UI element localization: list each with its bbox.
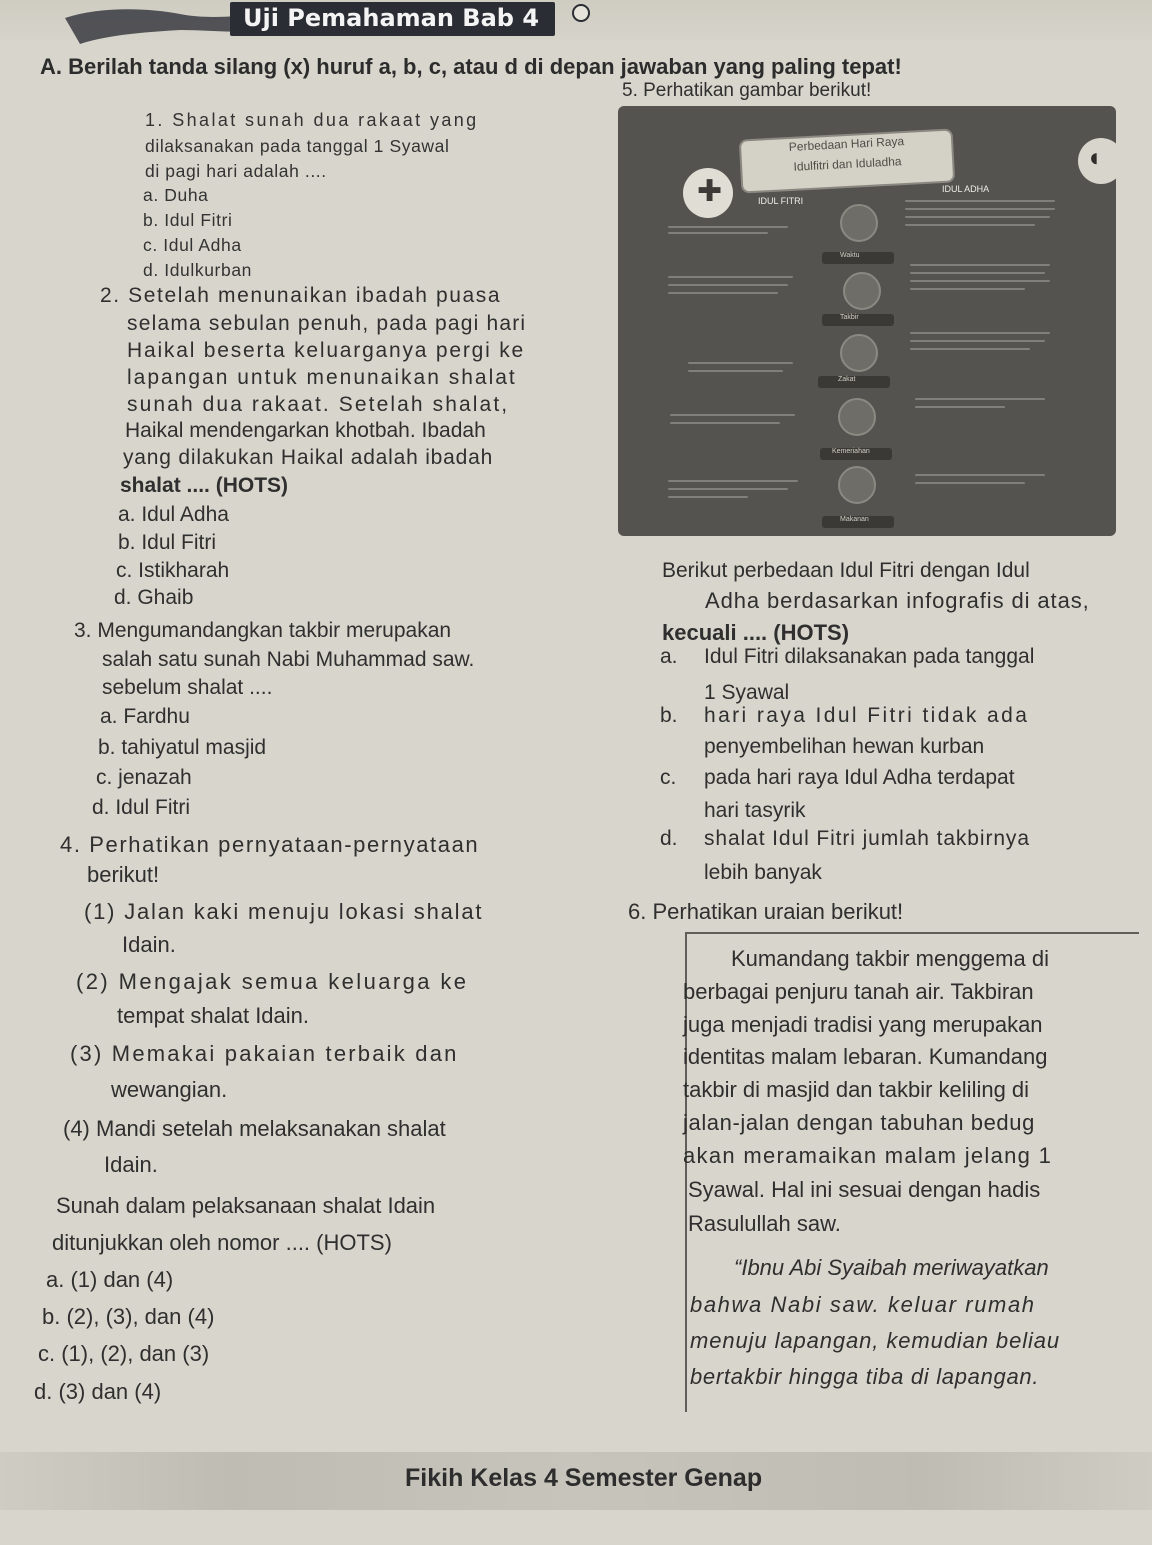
question-text: sebelum shalat ....	[102, 676, 273, 699]
question-text: 2. Setelah menunaikan ibadah puasa	[100, 284, 502, 307]
question-text: selama sebulan penuh, pada pagi hari	[127, 312, 527, 335]
answer-option[interactable]: a. Idul Adha	[118, 503, 229, 526]
infographic-text	[915, 482, 1025, 484]
statement-item: (3) Memakai pakaian terbaik dan	[70, 1041, 459, 1066]
infographic-text	[915, 398, 1045, 400]
option-text: penyembelihan hewan kurban	[704, 735, 985, 758]
infographic-text	[910, 332, 1050, 334]
infographic-text	[670, 422, 780, 424]
hadith-line: “Ibnu Abi Syaibah meriwayatkan	[734, 1255, 1049, 1280]
option-text: hari tasyrik	[704, 799, 806, 822]
statement-item: (1) Jalan kaki menuju lokasi shalat	[84, 899, 484, 924]
infographic-text	[915, 406, 1005, 408]
infographic-text	[905, 208, 1055, 210]
answer-option[interactable]: c. jenazah	[96, 766, 192, 789]
infographic-icon	[840, 334, 878, 372]
question-text: shalat .... (HOTS)	[120, 474, 289, 497]
passage-line: jalan-jalan dengan tabuhan bedug	[683, 1110, 1035, 1135]
question-text: 6. Perhatikan uraian berikut!	[628, 899, 904, 924]
option-text: shalat Idul Fitri jumlah takbirnya	[704, 827, 1030, 850]
infographic-icon	[838, 466, 876, 504]
question-text: 1. Shalat sunah dua rakaat yang	[145, 110, 479, 130]
question-text: Berikut perbedaan Idul Fitri dengan Idul	[662, 559, 1030, 582]
answer-option[interactable]: d. Ghaib	[114, 586, 194, 609]
question-text: sunah dua rakaat. Setelah shalat,	[127, 393, 510, 416]
option-text: Idul Fitri dilaksanakan pada tanggal	[704, 645, 1035, 668]
passage-line: takbir di masjid dan takbir keliling di	[683, 1077, 1030, 1102]
question-text: yang dilakukan Haikal adalah ibadah	[123, 446, 494, 469]
option-letter: c.	[660, 766, 677, 789]
question-text: Sunah dalam pelaksanaan shalat Idain	[56, 1193, 436, 1218]
option-letter: d.	[660, 827, 678, 850]
question-text: 4. Perhatikan pernyataan-pernyataan	[60, 832, 480, 857]
infographic-tag-label: Makanan	[840, 516, 869, 523]
option-text: lebih banyak	[704, 861, 822, 884]
statement-item: wewangian.	[111, 1077, 228, 1102]
option-letter: b.	[660, 704, 678, 727]
option-text: pada hari raya Idul Adha terdapat	[704, 766, 1015, 789]
plus-icon: ✚	[697, 175, 723, 208]
question-text: Haikal beserta keluarganya pergi ke	[127, 339, 526, 362]
answer-option[interactable]: a. (1) dan (4)	[46, 1267, 174, 1292]
infographic-text	[915, 474, 1045, 476]
infographic-text	[668, 292, 778, 294]
answer-option[interactable]: b. tahiyatul masjid	[98, 736, 267, 759]
infographic-text	[688, 362, 793, 364]
question-text: lapangan untuk menunaikan shalat	[127, 366, 517, 389]
passage-line: Kumandang takbir menggema di	[731, 946, 1049, 971]
infographic-text	[668, 480, 798, 482]
hadith-line: bahwa Nabi saw. keluar rumah	[690, 1292, 1036, 1317]
passage-line: Rasulullah saw.	[688, 1211, 841, 1236]
answer-option[interactable]: c. (1), (2), dan (3)	[38, 1341, 210, 1366]
footer-title: Fikih Kelas 4 Semester Genap	[405, 1464, 763, 1492]
statement-item: (4) Mandi setelah melaksanakan shalat	[63, 1116, 446, 1141]
infographic-title-line: Perbedaan Hari Raya	[788, 134, 905, 155]
statement-item: tempat shalat Idain.	[117, 1003, 310, 1028]
page-title: Uji Pemahaman Bab 4	[243, 4, 540, 32]
passage-line: akan meramaikan malam jelang 1	[683, 1143, 1053, 1168]
answer-option[interactable]: d. Idul Fitri	[92, 796, 191, 819]
infographic-text	[905, 200, 1055, 202]
column-label: IDUL FITRI	[758, 196, 804, 206]
answer-option[interactable]: d. (3) dan (4)	[34, 1379, 162, 1404]
question-text: 5. Perhatikan gambar berikut!	[622, 80, 872, 101]
answer-option[interactable]: b. Idul Fitri	[118, 531, 217, 554]
hadith-line: bertakbir hingga tiba di lapangan.	[690, 1364, 1040, 1389]
statement-item: (2) Mengajak semua keluarga ke	[76, 969, 469, 994]
question-text: berikut!	[87, 862, 160, 887]
infographic-text	[910, 280, 1050, 282]
infographic-text	[688, 370, 783, 372]
question-text: salah satu sunah Nabi Muhammad saw.	[102, 648, 475, 671]
answer-option[interactable]: a. Duha	[143, 185, 209, 205]
passage-line: identitas malam lebaran. Kumandang	[683, 1044, 1048, 1069]
question-text: Adha berdasarkan infografis di atas,	[705, 588, 1090, 613]
section-instruction: A. Berilah tanda silang (x) huruf a, b, c, atau d di depan jawaban yang paling tepat!	[40, 54, 902, 79]
infographic-text	[668, 276, 793, 278]
answer-option[interactable]: c. Istikharah	[116, 559, 230, 582]
infographic-text	[910, 340, 1045, 342]
statement-item: Idain.	[122, 932, 176, 957]
infographic-icon	[840, 204, 878, 242]
infographic-text	[670, 414, 795, 416]
infographic-tag-label: Zakat	[838, 376, 856, 383]
answer-option[interactable]: b. Idul Fitri	[143, 210, 233, 230]
answer-option[interactable]: b. (2), (3), dan (4)	[42, 1304, 215, 1329]
infographic-text	[668, 226, 788, 228]
option-text: hari raya Idul Fitri tidak ada	[704, 704, 1030, 727]
question-text: ditunjukkan oleh nomor .... (HOTS)	[52, 1230, 392, 1255]
infographic-title-line: Idulfitri dan Iduladha	[793, 154, 902, 174]
infographic-text	[668, 496, 748, 498]
infographic-icon	[838, 398, 876, 436]
infographic-text	[910, 272, 1045, 274]
header-circle-decoration	[572, 4, 590, 22]
answer-option[interactable]: a. Fardhu	[100, 705, 190, 728]
option-letter: a.	[660, 645, 678, 668]
column-label: IDUL ADHA	[942, 184, 990, 194]
question-text: 3. Mengumandangkan takbir merupakan	[74, 619, 452, 642]
infographic-text	[905, 224, 1035, 226]
infographic-tag-label: Takbir	[840, 314, 859, 321]
infographic-text	[668, 488, 788, 490]
infographic-tag-label: Kemeriahan	[832, 448, 870, 455]
passage-line: berbagai penjuru tanah air. Takbiran	[683, 979, 1034, 1004]
infographic-text	[905, 216, 1050, 218]
question-text: dilaksanakan pada tanggal 1 Syawal	[145, 136, 450, 156]
answer-option[interactable]: d. Idulkurban	[143, 260, 252, 280]
question-text: Haikal mendengarkan khotbah. Ibadah	[125, 419, 486, 442]
infographic-icon	[843, 272, 881, 310]
moon-icon: ◖	[1086, 142, 1102, 172]
infographic-text	[910, 264, 1050, 266]
passage-line: juga menjadi tradisi yang merupakan	[683, 1012, 1043, 1037]
question-text: di pagi hari adalah ....	[145, 161, 327, 181]
infographic-text	[910, 348, 1030, 350]
answer-option[interactable]: c. Idul Adha	[143, 235, 242, 255]
hadith-line: menuju lapangan, kemudian beliau	[690, 1328, 1061, 1353]
statement-item: Idain.	[104, 1152, 158, 1177]
infographic-tag-label: Waktu	[840, 252, 860, 259]
infographic-text	[668, 284, 788, 286]
infographic-text	[668, 232, 768, 234]
option-text: 1 Syawal	[704, 681, 790, 704]
infographic-text	[910, 288, 1025, 290]
passage-line: Syawal. Hal ini sesuai dengan hadis	[688, 1177, 1041, 1202]
question-text: kecuali .... (HOTS)	[662, 620, 850, 645]
